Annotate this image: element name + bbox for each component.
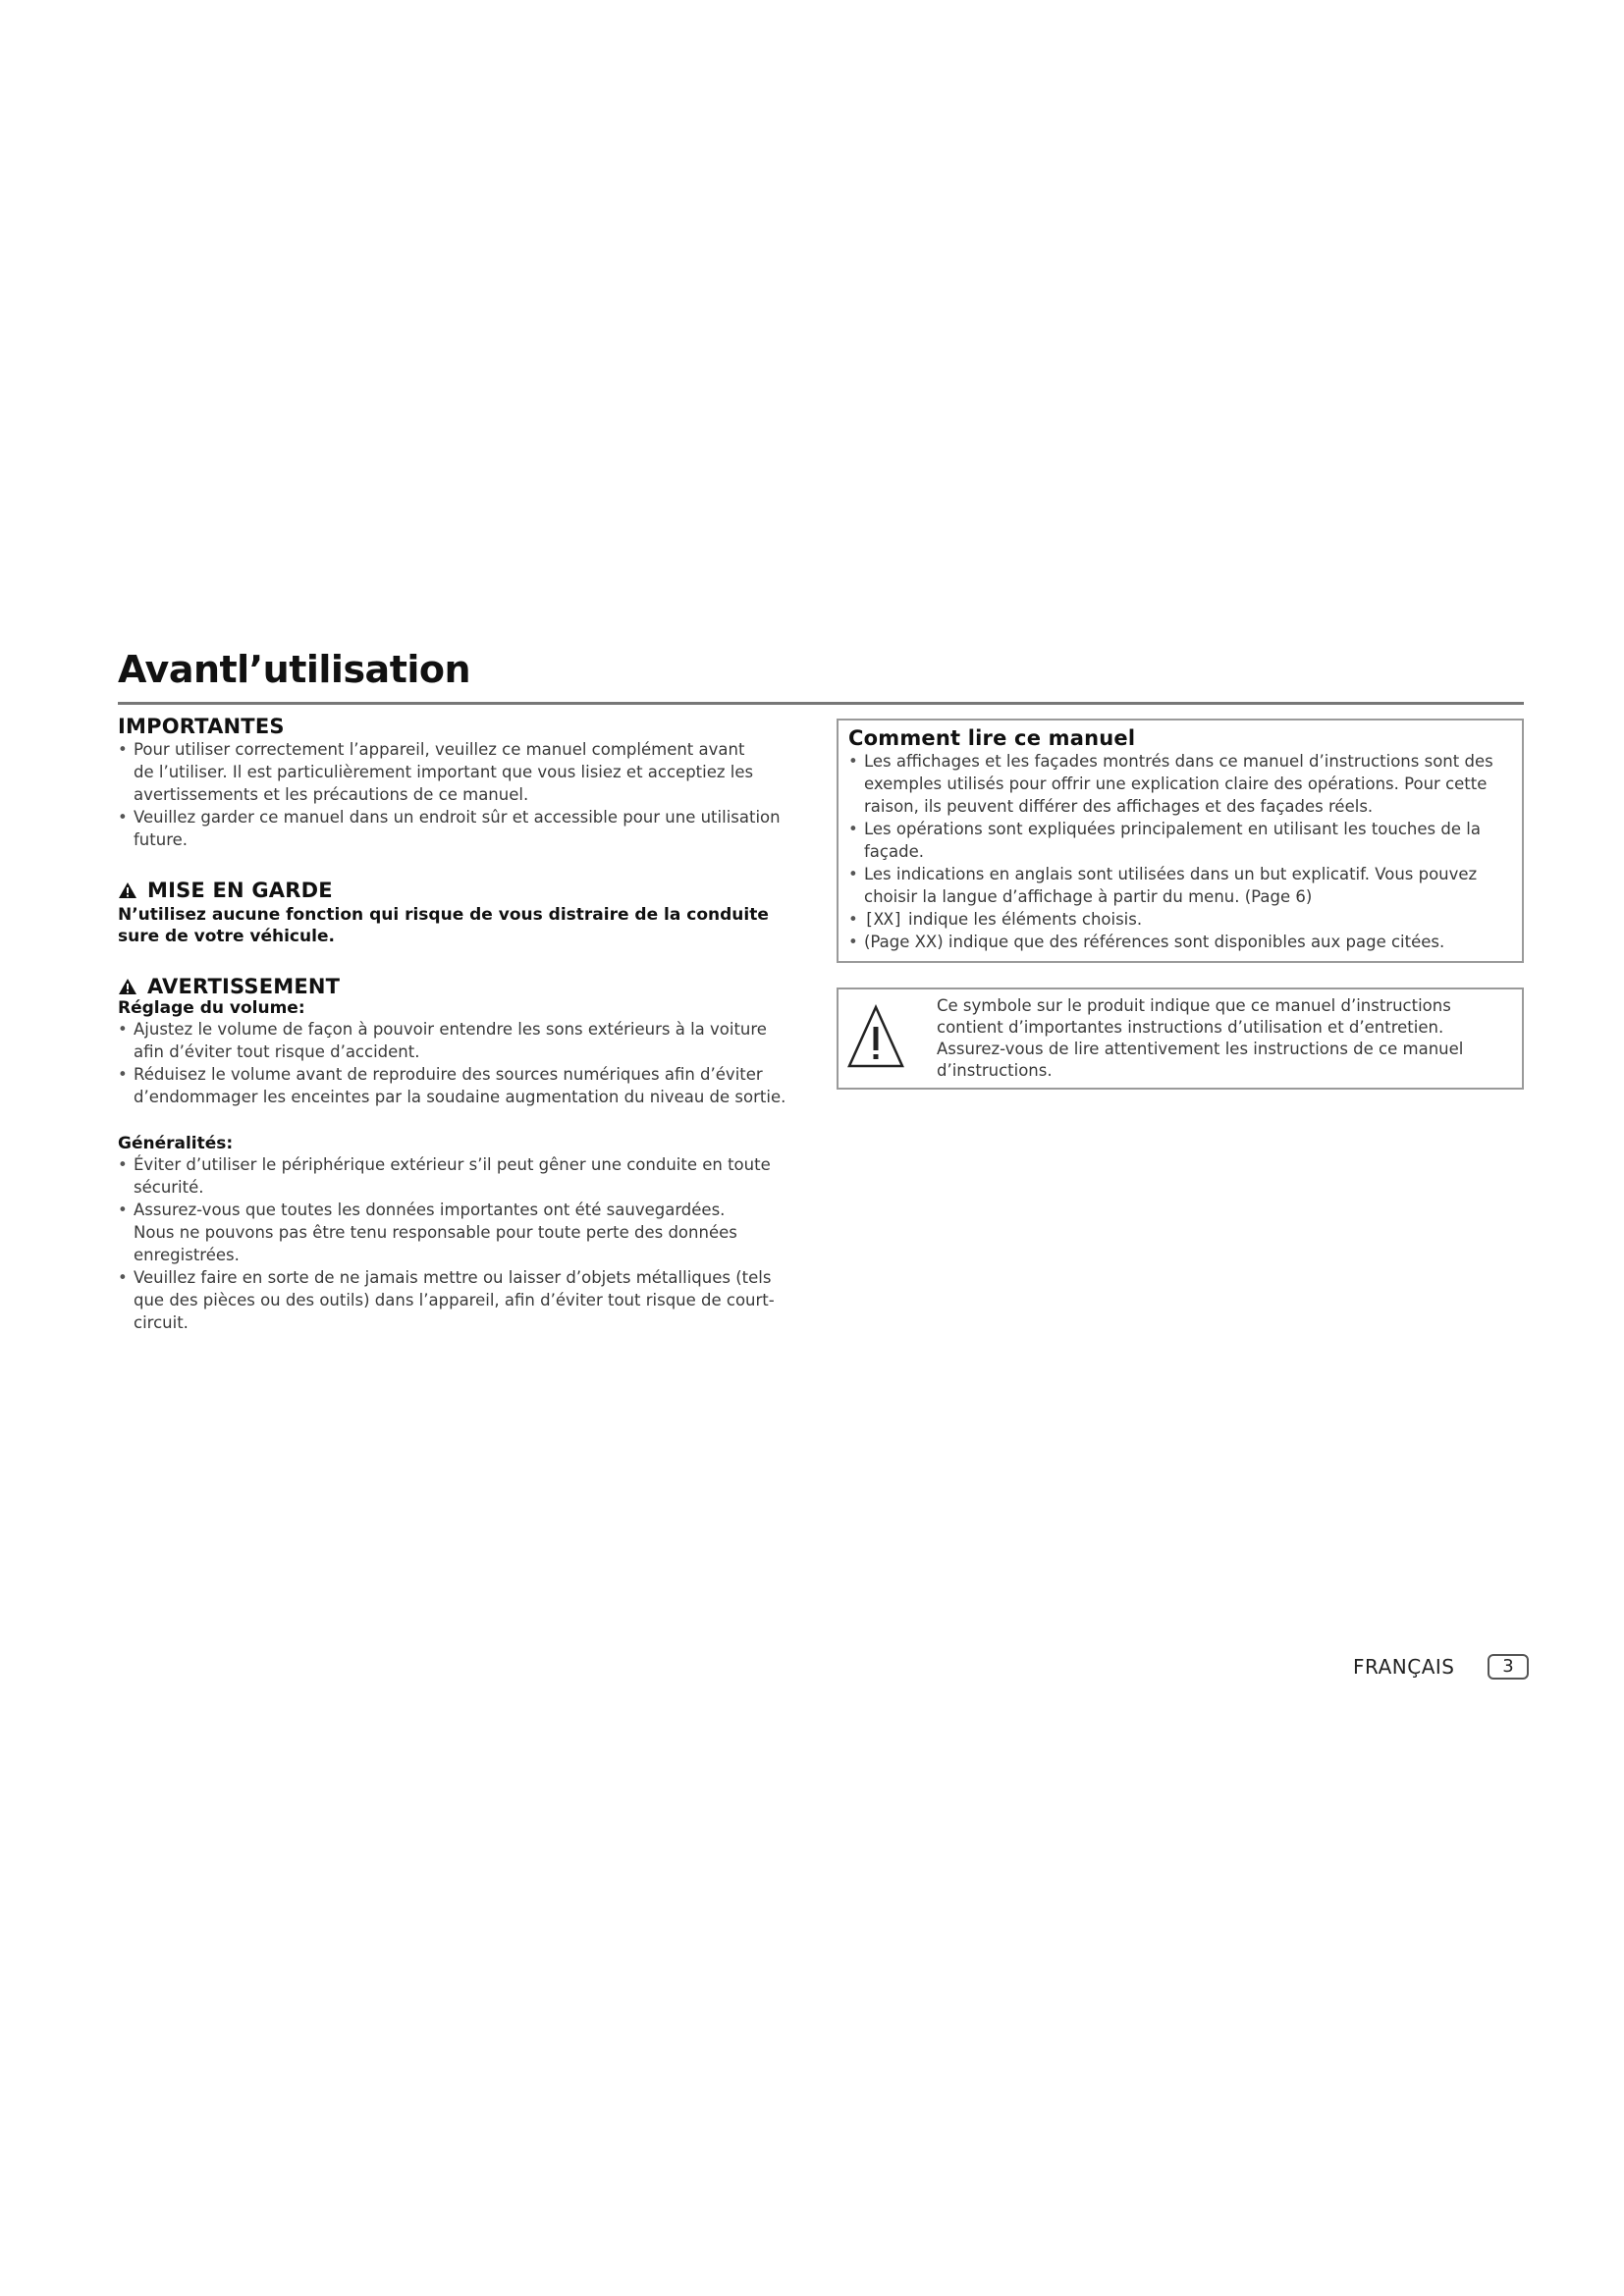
bullet-icon: • xyxy=(848,820,858,838)
item-text xyxy=(864,908,1512,931)
symbol-text xyxy=(937,995,1511,1082)
manual-info-box xyxy=(837,719,1524,963)
bullet-icon: • xyxy=(848,752,858,771)
symbol-text-line: contient d’importantes instructions d’utilisation et d’entretien. xyxy=(937,1018,1444,1037)
item-text: que des pièces ou des outils) dans l’appareil, afin d’éviter tout risque de court- xyxy=(134,1291,775,1309)
generalites-subheading: Généralités: xyxy=(118,1134,234,1153)
page-title: Avantl’utilisation xyxy=(118,648,471,691)
list-item xyxy=(848,863,1512,908)
bullet-icon: • xyxy=(848,865,858,883)
avertissement-heading-text: AVERTISSEMENT xyxy=(147,975,341,998)
item-text: Les affichages et les façades montrés dans ce manuel d’instructions sont des xyxy=(864,752,1493,771)
importantes-list xyxy=(118,738,810,851)
right-column xyxy=(837,719,1524,1090)
item-text-rest: indique les éléments choisis. xyxy=(902,910,1143,929)
item-text: sécurité. xyxy=(134,1178,204,1197)
bullet-icon: • xyxy=(118,808,128,827)
avertissement-section xyxy=(118,975,810,1334)
symbol-text-line: d’instructions. xyxy=(937,1061,1053,1080)
item-text: d’endommager les enceintes par la soudaine augmentation du niveau de sortie. xyxy=(134,1088,786,1106)
item-text: Éviter d’utiliser le périphérique extérieur s’il peut gêner une conduite en toute xyxy=(134,1155,771,1174)
item-text: de l’utiliser. Il est particulièrement important que vous lisiez et acceptiez les xyxy=(134,763,754,781)
item-text: Les opérations sont expliquées principalement en utilisant les touches de la xyxy=(864,820,1481,838)
list-item xyxy=(848,931,1512,953)
symbol-info-box xyxy=(837,988,1524,1090)
mise-en-garde-section xyxy=(118,879,810,947)
manual-heading: Comment lire ce manuel xyxy=(848,726,1136,750)
list-item xyxy=(118,806,810,851)
item-text: exemples utilisés pour offrir une explication claire des opérations. Pour cette xyxy=(864,774,1488,793)
mise-en-garde-heading xyxy=(118,879,810,902)
list-item xyxy=(118,1153,810,1199)
item-text: Assurez-vous que toutes les données importantes ont été sauvegardées. xyxy=(134,1201,726,1219)
left-column xyxy=(118,715,810,1334)
bullet-icon: • xyxy=(118,1268,128,1287)
bullet-icon: • xyxy=(118,740,128,759)
bullet-icon: • xyxy=(118,1065,128,1084)
item-text: enregistrées. xyxy=(134,1246,240,1264)
manual-list xyxy=(848,750,1512,953)
xx-tag: [XX] xyxy=(864,910,903,929)
symbol-text-line: Ce symbole sur le produit indique que ce manuel d’instructions xyxy=(937,996,1451,1015)
bullet-icon: • xyxy=(848,910,858,929)
importantes-section xyxy=(118,715,810,851)
avertissement-heading xyxy=(118,975,810,998)
item-text: choisir la langue d’affichage à partir du menu. (Page 6) xyxy=(864,887,1313,906)
title-rule xyxy=(118,702,1524,705)
item-text: Nous ne pouvons pas être tenu responsable pour toute perte des données xyxy=(134,1223,737,1242)
mise-en-garde-text: N’utilisez aucune fonction qui risque de vous distraire de la conduite sure de votre véhicule. xyxy=(118,905,769,946)
generalites-list xyxy=(118,1153,810,1334)
item-text: raison, ils peuvent différer des affichages et des façades réels. xyxy=(864,797,1374,816)
bullet-icon: • xyxy=(118,1201,128,1219)
item-text: façade. xyxy=(864,842,924,861)
list-item xyxy=(848,908,1512,931)
mise-en-garde-heading-text: MISE EN GARDE xyxy=(147,879,333,902)
item-text: Les indications en anglais sont utilisées dans un but explicatif. Vous pouvez xyxy=(864,865,1478,883)
caution-triangle-icon xyxy=(846,1003,905,1072)
symbol-text-line: Assurez-vous de lire attentivement les instructions de ce manuel xyxy=(937,1040,1464,1058)
list-item xyxy=(118,1063,810,1108)
item-text: avertissements et les précautions de ce manuel. xyxy=(134,785,529,804)
item-text: Réduisez le volume avant de reproduire des sources numériques afin d’éviter xyxy=(134,1065,763,1084)
item-text: Veuillez faire en sorte de ne jamais mettre ou laisser d’objets métalliques (tels xyxy=(134,1268,772,1287)
bullet-icon: • xyxy=(848,933,858,951)
item-text: (Page XX) indique que des références sont disponibles aux page citées. xyxy=(864,933,1445,951)
volume-list xyxy=(118,1018,810,1108)
item-text: future. xyxy=(134,830,189,849)
footer-language: FRANÇAIS xyxy=(1353,1655,1455,1679)
list-item xyxy=(118,738,810,806)
warning-icon xyxy=(118,881,137,899)
item-text: Veuillez garder ce manuel dans un endroit sûr et accessible pour une utilisation xyxy=(134,808,781,827)
warning-icon xyxy=(118,978,137,995)
list-item xyxy=(118,1199,810,1266)
list-item xyxy=(848,818,1512,863)
item-text: afin d’éviter tout risque d’accident. xyxy=(134,1042,420,1061)
list-item xyxy=(118,1266,810,1334)
volume-subheading: Réglage du volume: xyxy=(118,998,305,1018)
item-text: circuit. xyxy=(134,1313,189,1332)
list-item xyxy=(848,750,1512,818)
item-text: Pour utiliser correctement l’appareil, veuillez ce manuel complément avant xyxy=(134,740,745,759)
importantes-heading: IMPORTANTES xyxy=(118,715,285,738)
page-number: 3 xyxy=(1488,1654,1529,1680)
item-text: Ajustez le volume de façon à pouvoir entendre les sons extérieurs à la voiture xyxy=(134,1020,767,1039)
bullet-icon: • xyxy=(118,1020,128,1039)
list-item xyxy=(118,1018,810,1063)
bullet-icon: • xyxy=(118,1155,128,1174)
